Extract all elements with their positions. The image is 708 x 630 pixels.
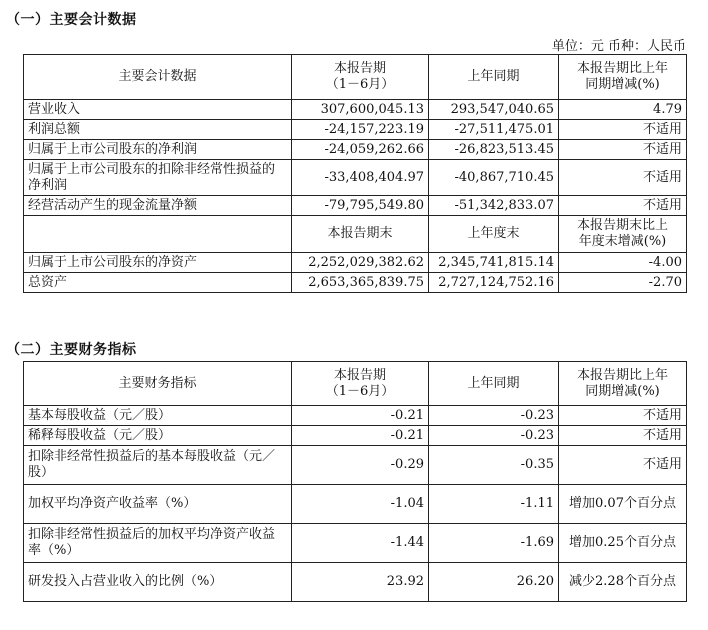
table-header-row — [24, 55, 687, 100]
prior-value-cell: -0.23 — [429, 426, 559, 446]
prior-value-cell: 上年同期 — [429, 55, 559, 100]
change-cell: 本报告期比上年 同期增减(%) — [559, 55, 687, 100]
current-value-cell: 23.92 — [292, 563, 429, 602]
current-value-cell: 2,653,365,839.75 — [292, 273, 429, 293]
change-cell: 不适用 — [559, 406, 687, 426]
current-value-cell: -24,059,262.66 — [292, 140, 429, 160]
table-row — [24, 406, 687, 426]
change-cell: 不适用 — [559, 140, 687, 160]
prior-value-cell: -1.11 — [429, 485, 559, 524]
accounting-data-table — [23, 54, 687, 293]
change-cell: 不适用 — [559, 426, 687, 446]
prior-value-cell: -40,867,710.45 — [429, 160, 559, 196]
change-cell: 减少2.28个百分点 — [559, 563, 687, 602]
label-cell: 归属于上市公司股东的扣除非经常性损益的净利润 — [24, 160, 292, 196]
current-value-cell: -79,795,549.80 — [292, 196, 429, 216]
label-cell — [24, 216, 292, 253]
label-cell: 主要会计数据 — [24, 55, 292, 100]
prior-value-cell: 上年度末 — [429, 216, 559, 253]
change-cell: -2.70 — [559, 273, 687, 293]
current-value-cell: -0.21 — [292, 426, 429, 446]
current-value-cell: -33,408,404.97 — [292, 160, 429, 196]
change-cell: -4.00 — [559, 253, 687, 273]
prior-value-cell: -27,511,475.01 — [429, 120, 559, 140]
table-row — [24, 485, 687, 524]
change-cell: 本报告期比上年 同期增减(%) — [559, 362, 687, 406]
label-cell: 加权平均净资产收益率（%） — [24, 485, 292, 524]
current-value-cell: -0.29 — [292, 446, 429, 485]
change-cell: 不适用 — [559, 196, 687, 216]
current-value-cell: 307,600,045.13 — [292, 100, 429, 120]
prior-value-cell: -0.23 — [429, 406, 559, 426]
label-cell: 基本每股收益（元／股） — [24, 406, 292, 426]
current-value-cell: 本报告期 （1－6月） — [292, 55, 429, 100]
table-row — [24, 160, 687, 196]
prior-value-cell: -1.69 — [429, 524, 559, 563]
current-value-cell: 本报告期 （1－6月） — [292, 362, 429, 406]
change-cell: 不适用 — [559, 120, 687, 140]
table-row — [24, 140, 687, 160]
table-row — [24, 253, 687, 273]
table-header-row — [24, 362, 687, 406]
change-cell: 增加0.25个百分点 — [559, 524, 687, 563]
label-cell: 研发投入占营业收入的比例（%） — [24, 563, 292, 602]
table-row — [24, 426, 687, 446]
label-cell: 扣除非经常性损益后的加权平均净资产收益率（%） — [24, 524, 292, 563]
current-value-cell: -1.44 — [292, 524, 429, 563]
current-value-cell: -24,157,223.19 — [292, 120, 429, 140]
change-cell: 4.79 — [559, 100, 687, 120]
change-cell: 不适用 — [559, 446, 687, 485]
table-row — [24, 196, 687, 216]
change-cell: 本报告期末比上 年度末增减(%) — [559, 216, 687, 253]
prior-value-cell: 2,345,741,815.14 — [429, 253, 559, 273]
current-value-cell: -0.21 — [292, 406, 429, 426]
financial-indicators-table — [23, 361, 687, 602]
label-cell: 经营活动产生的现金流量净额 — [24, 196, 292, 216]
section-title-accounting-data: （一）主要会计数据 — [6, 12, 137, 28]
prior-value-cell: 293,547,040.65 — [429, 100, 559, 120]
table-row — [24, 120, 687, 140]
prior-value-cell: 上年同期 — [429, 362, 559, 406]
prior-value-cell: -26,823,513.45 — [429, 140, 559, 160]
table-row — [24, 563, 687, 602]
currency-unit-label: 单位：元 币种：人民币 — [551, 39, 686, 54]
change-cell: 增加0.07个百分点 — [559, 485, 687, 524]
prior-value-cell: 2,727,124,752.16 — [429, 273, 559, 293]
label-cell: 归属于上市公司股东的净资产 — [24, 253, 292, 273]
table-row — [24, 100, 687, 120]
table-row — [24, 273, 687, 293]
label-cell: 扣除非经常性损益后的基本每股收益（元／股） — [24, 446, 292, 485]
label-cell: 总资产 — [24, 273, 292, 293]
prior-value-cell: 26.20 — [429, 563, 559, 602]
table-row — [24, 524, 687, 563]
change-cell: 不适用 — [559, 160, 687, 196]
label-cell: 稀释每股收益（元／股） — [24, 426, 292, 446]
section-title-financial-indicators: （二）主要财务指标 — [6, 342, 137, 358]
current-value-cell: -1.04 — [292, 485, 429, 524]
prior-value-cell: -0.35 — [429, 446, 559, 485]
label-cell: 营业收入 — [24, 100, 292, 120]
current-value-cell: 本报告期末 — [292, 216, 429, 253]
label-cell: 利润总额 — [24, 120, 292, 140]
table-subheader-row — [24, 216, 687, 253]
label-cell: 归属于上市公司股东的净利润 — [24, 140, 292, 160]
label-cell: 主要财务指标 — [24, 362, 292, 406]
prior-value-cell: -51,342,833.07 — [429, 196, 559, 216]
current-value-cell: 2,252,029,382.62 — [292, 253, 429, 273]
table-row — [24, 446, 687, 485]
